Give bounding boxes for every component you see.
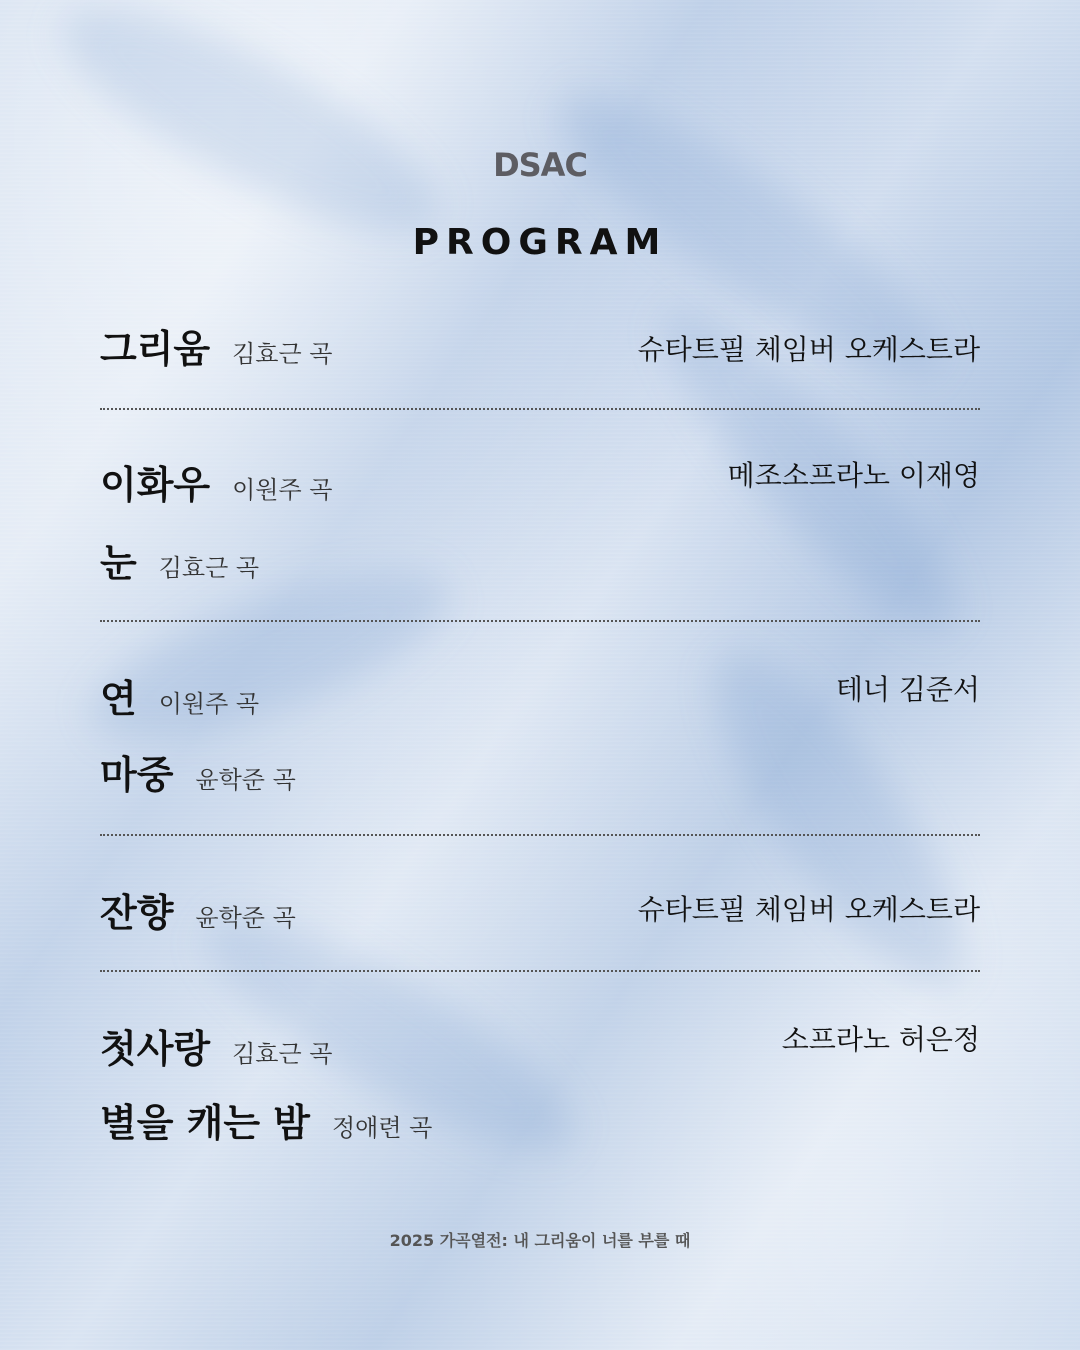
program-item	[100, 1018, 980, 1078]
page-title: PROGRAM	[412, 222, 668, 263]
composer: 김효근 곡	[158, 554, 260, 582]
performer: 메조소프라노 이재영	[727, 459, 980, 492]
piece	[100, 532, 259, 587]
piece-title: 연	[100, 676, 137, 721]
composer: 정애련 곡	[332, 1114, 433, 1142]
performer: 슈타트필 체임버 오케스트라	[637, 333, 980, 366]
program-item	[100, 318, 980, 378]
dotted-divider	[100, 408, 980, 410]
piece-title: 마중	[100, 752, 174, 797]
piece	[100, 318, 333, 373]
piece	[100, 1092, 432, 1147]
composer: 이원주 곡	[158, 690, 260, 718]
program-item	[100, 668, 980, 728]
piece-title: 첫사랑	[100, 1026, 211, 1071]
piece-title: 잔향	[100, 890, 174, 935]
composer: 김효근 곡	[232, 340, 333, 368]
piece-title: 눈	[100, 540, 137, 585]
program-item	[100, 532, 980, 592]
composer: 윤학준 곡	[195, 904, 296, 932]
dotted-divider	[100, 970, 980, 972]
program-item	[100, 882, 980, 942]
piece-title: 이화우	[100, 462, 211, 507]
piece	[100, 454, 333, 509]
piece-title: 별을 캐는 밤	[100, 1100, 310, 1145]
program-item	[100, 454, 980, 514]
program-item	[100, 1092, 980, 1152]
performer: 소프라노 허은정	[781, 1023, 980, 1056]
piece	[100, 882, 296, 937]
piece	[100, 1018, 333, 1073]
dotted-divider	[100, 834, 980, 836]
dsac-logo: DSAC	[493, 146, 587, 184]
program-item	[100, 744, 980, 804]
dotted-divider	[100, 620, 980, 622]
composer: 이원주 곡	[232, 476, 333, 504]
event-footer: 2025 가곡열전: 내 그리움이 너를 부를 때	[389, 1231, 691, 1250]
piece-title: 그리움	[100, 326, 211, 371]
composer: 김효근 곡	[232, 1040, 333, 1068]
piece	[100, 668, 259, 723]
piece	[100, 744, 296, 799]
performer: 슈타트필 체임버 오케스트라	[637, 893, 980, 926]
performer: 테너 김준서	[835, 673, 980, 706]
composer: 윤학준 곡	[195, 766, 296, 794]
